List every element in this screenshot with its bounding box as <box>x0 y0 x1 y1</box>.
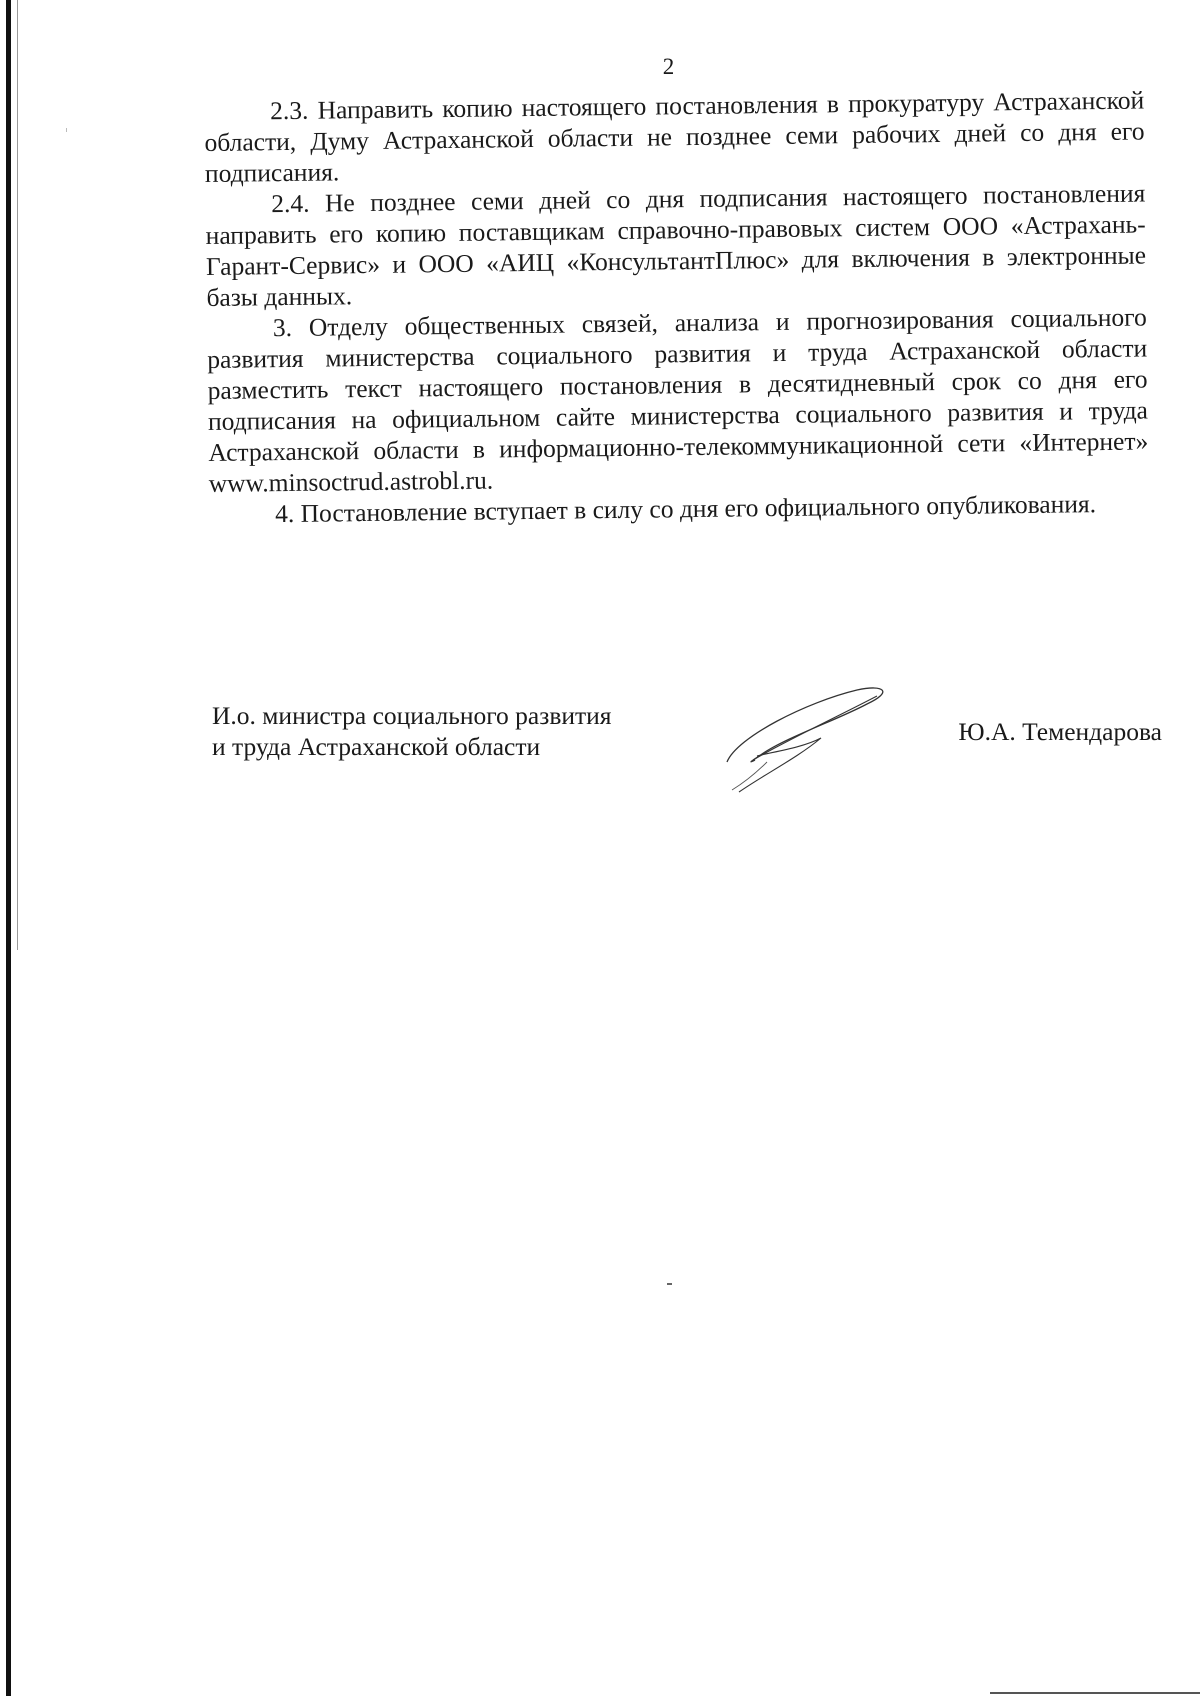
scan-bottom-edge <box>990 1692 1200 1694</box>
signer-position-line-2: и труда Астраханской области <box>212 732 541 761</box>
signer-position-line-1: И.о. министра социального развития <box>212 701 612 730</box>
signer-position <box>212 700 612 762</box>
scan-artifact <box>66 128 67 132</box>
paragraph-2-3: 2.3. Направить копию настоящего постановления в прокуратуру Астраханской области, Думу Астраханской области не позднее семи рабочих дней со дня его подписания. <box>204 85 1145 188</box>
scan-left-edge-shadow <box>17 0 18 950</box>
signer-name: Ю.А. Темендарова <box>958 717 1162 746</box>
paragraph-4: 4. Постановление вступает в силу со дня его официального опубликования. <box>274 489 1097 529</box>
scan-speck <box>667 1283 672 1285</box>
paragraph-2-4: 2.4. Не позднее семи дней со дня подписания настоящего постановления направить его копию поставщикам справочно-правовых систем ООО «Астрахань-Гарант-Сервис» и ООО «АИЦ «КонсультантПлюс» для включения в электронные базы данных. <box>205 178 1147 312</box>
paragraph-3: 3. Отделу общественных связей, анализа и прогнозирования социального развития министерства социального развития и труда Астраханской области разместить текст настоящего постановления в десятидневный срок со дня его подписания на официальном сайте министерства социального развития и труда Астраханской области в информационно-телекоммуникационной сети «Интернет» www.minsoctrud.astrobl.ru. <box>207 302 1149 498</box>
page-number: 2 <box>662 54 675 79</box>
handwritten-signature <box>717 682 897 802</box>
document-body <box>204 85 1149 530</box>
scan-left-edge <box>6 0 11 1696</box>
signature-block <box>212 700 1162 810</box>
